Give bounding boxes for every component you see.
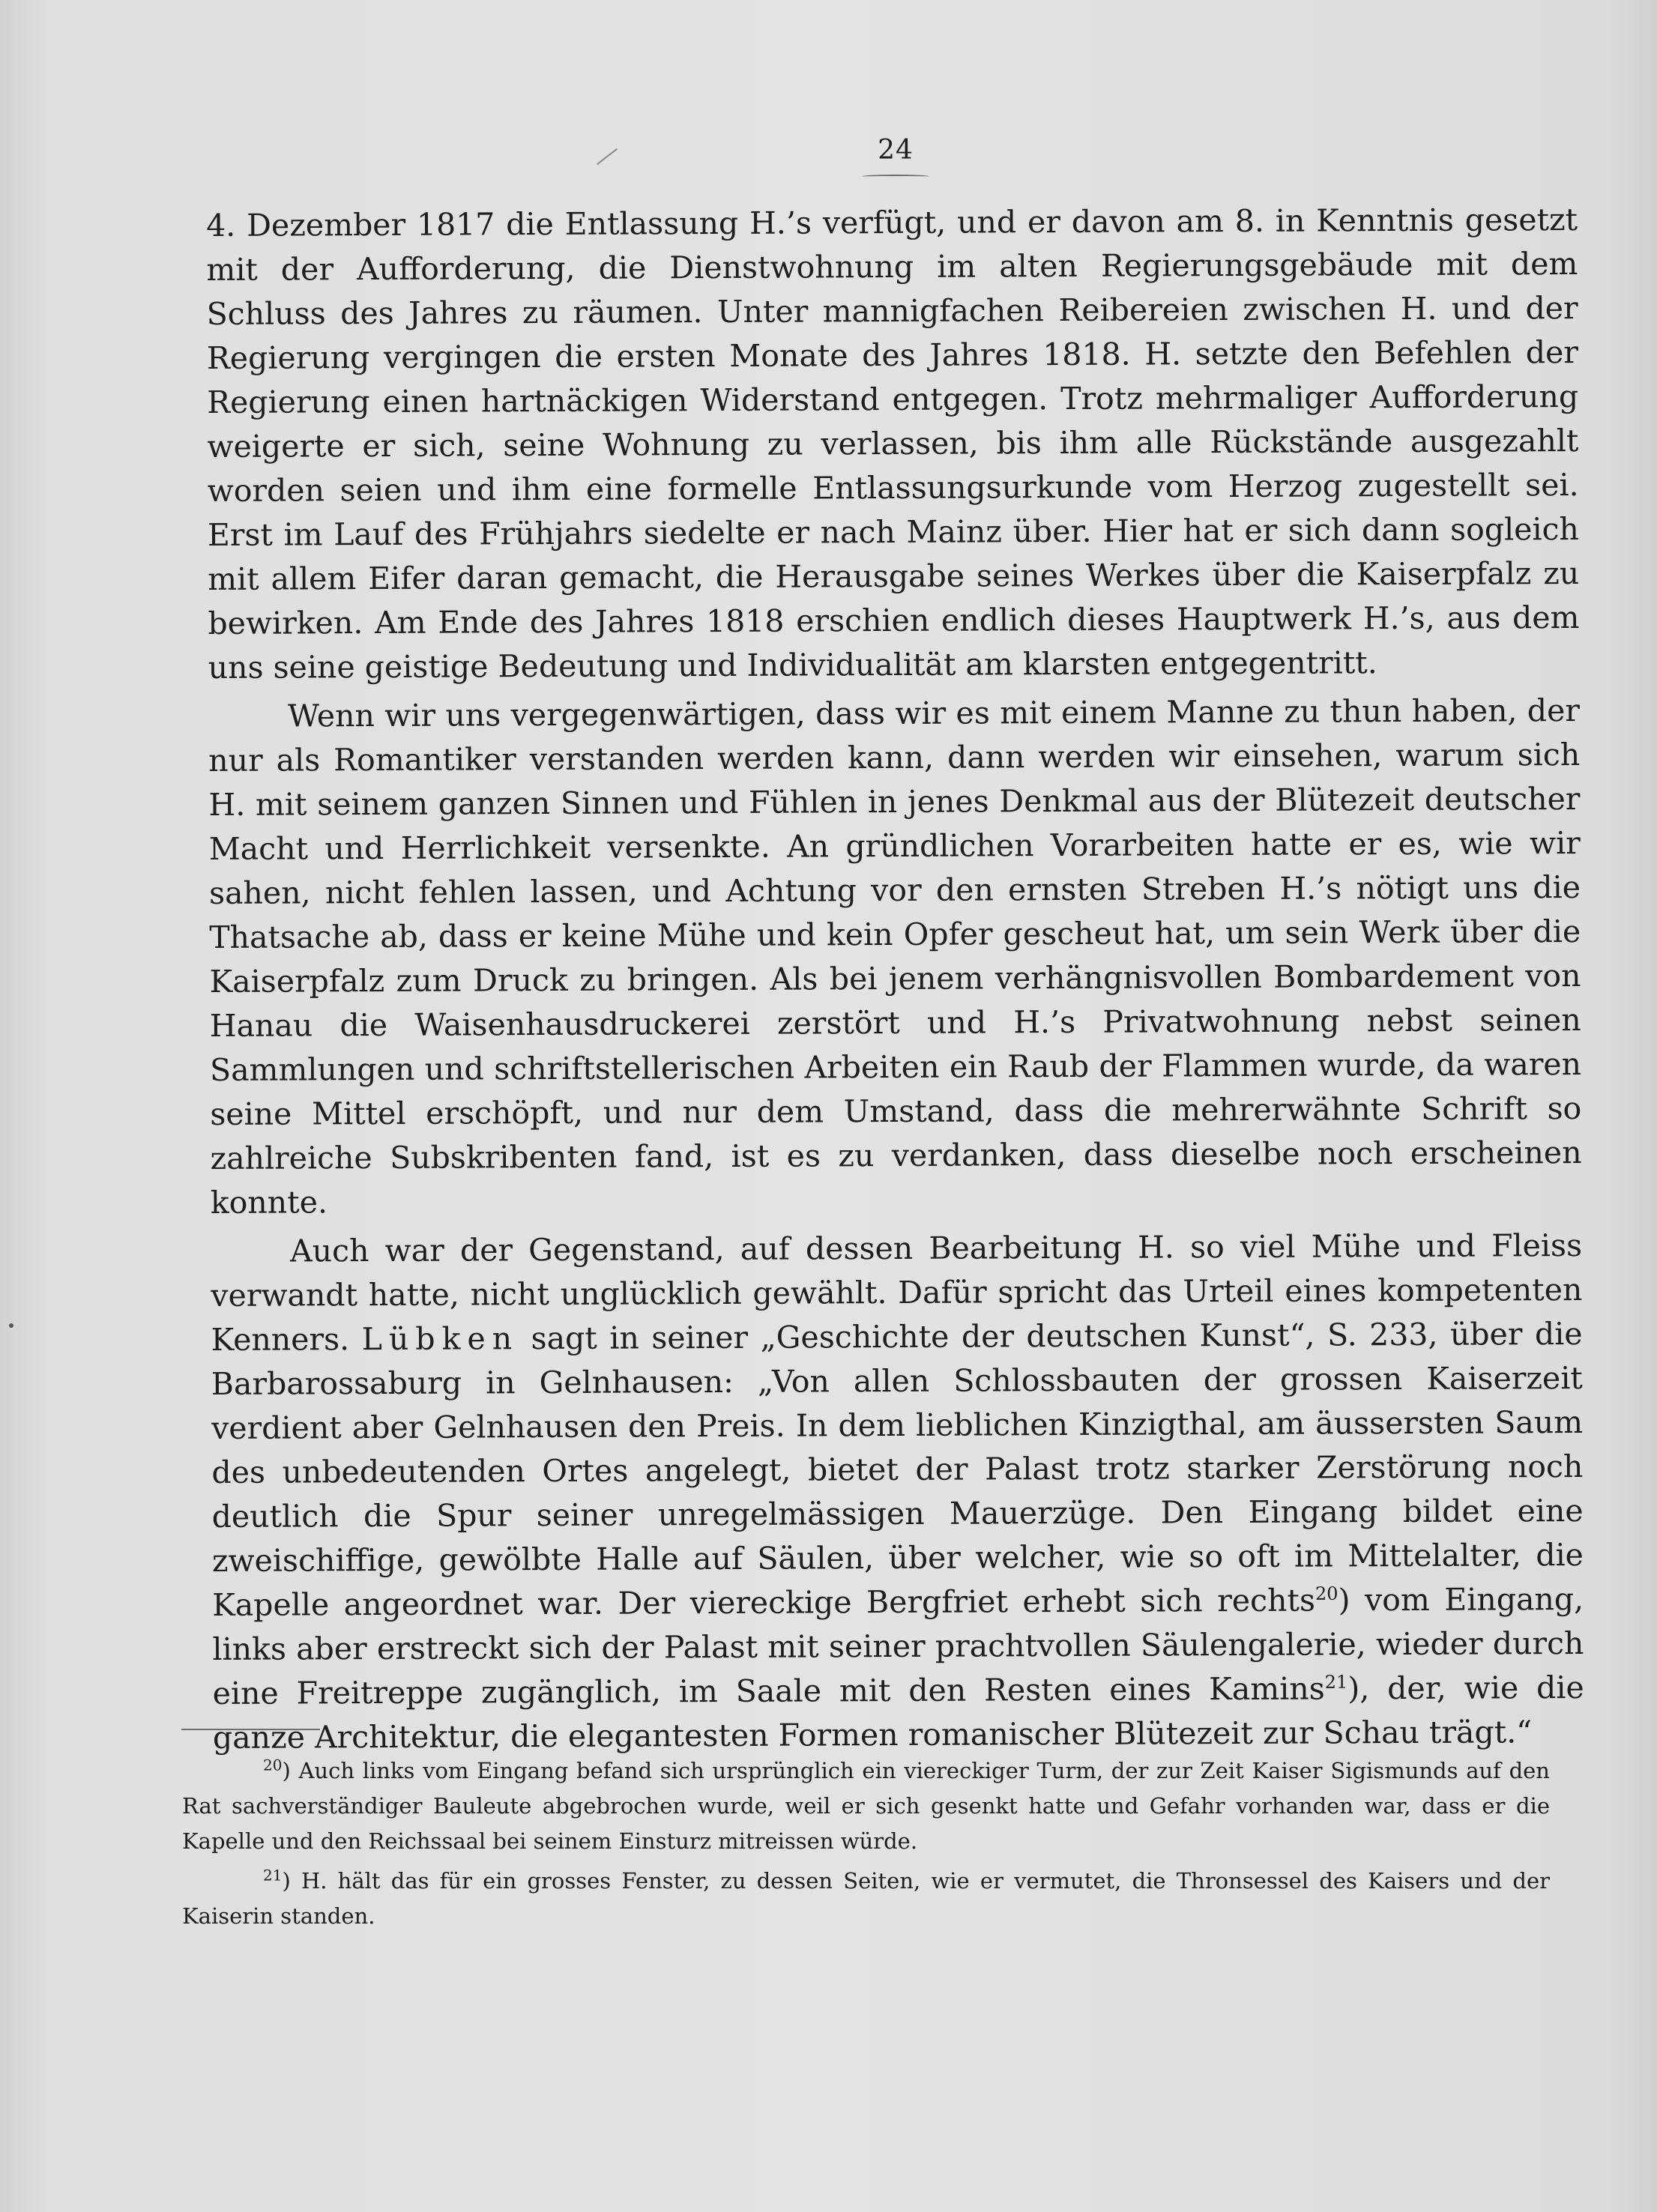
footnote-ref-20: 20 [1315,1583,1338,1604]
page-number: 24 [878,135,914,166]
author-name-luebken: Lübken [361,1320,519,1358]
paragraph-1: 4. Dezember 1817 die Entlassung H.’s verfügt, und er davon am 8. in Kenntnis gesetzt mit der Aufforderung, die Dienstwohnung im alten Regierungsgebäude mit dem Schluss des Jahres zu räumen. Unter mannigfachen Reibereien zwischen H. und der Regierung vergingen die ersten Monate des Jahres 1818. H. setzte den Befehlen der Regierung einen hartnäckigen Widerstand entgegen. Trotz mehrmaliger Aufforderung weigerte er sich, seine Wohnung zu verlassen, bis ihm alle Rückstände ausgezahlt worden seien und ihm eine formelle Entlassungsurkunde vom Herzog zugestellt sei. Erst im Lauf des Frühjahrs siedelte er nach Mainz über. Hier hat er sich dann sogleich mit allem Eifer daran gemacht, die Herausgabe seines Werkes über die Kaiserpfalz zu bewirken. Am Ende des Jahres 1818 erschien endlich dieses Hauptwerk H.’s, aus dem uns seine geistige Bedeutung und Individualität am klarsten entgegentritt. [206,202,1580,686]
body-text [206,198,1584,1765]
paragraph-3-part-a: Auch war der Gegenstand, auf dessen Bearbeitung H. so viel Mühe und Fleiss verwandt hatte, nicht unglücklich gewählt. Dafür spricht das Urteil eines kompetenten Kenners. [211,1227,1583,1358]
footnote-mark: 21 [263,1866,283,1885]
paragraph-3 [211,1224,1584,1760]
paragraph-3-part-c: ) vom Eingang, links aber erstreckt sich der Palast mit seiner prachtvollen Säulengalerie, wieder durch eine Freitreppe zugänglich, im Saale mit den Resten eines Kamins [212,1580,1584,1711]
stray-pen-mark [597,148,618,166]
footnote-text: ) H. hält das für ein grosses Fenster, zu dessen Seiten, wie er vermutet, die Thronsessel des Kaisers und der Kaiserin standen. [182,1868,1550,1929]
footnote-ref-21: 21 [1324,1671,1348,1693]
footnote-20 [182,1753,1550,1859]
paragraph-2: Wenn wir uns vergegenwärtigen, dass wir es mit einem Manne zu thun haben, der nur als Romantiker verstanden werden kann, dann werden wir einsehen, warum sich H. mit seinem ganzen Sinnen und Fühlen in jenes Denkmal aus der Blütezeit deutscher Macht und Herrlichkeit versenkte. An gründlichen Vorarbeiten hatte er es, wie wir sahen, nicht fehlen lassen, und Achtung vor den ernsten Streben H.’s nötigt uns die Thatsache ab, dass er keine Mühe und kein Opfer gescheut hat, um sein Werk über die Kaiserpfalz zum Druck zu bringen. Als bei jenem verhängnisvollen Bombardement von Hanau die Waisenhausdruckerei zerstört und H.’s Privatwohnung nebst seinen Sammlungen und schriftstellerischen Arbeiten ein Raub der Flammen wurde, da waren seine Mittel erschöpft, und nur dem Umstand, dass die mehrerwähnte Schrift so zahlreiche Subskribenten fand, ist es zu verdanken, dass dieselbe noch erscheinen konnte. [208,692,1582,1221]
paragraph-3-part-b: sagt in seiner „Geschichte der deutschen Kunst“, S. 233, über die Barbarossaburg in Gelnhausen: „Von allen Schlossbauten der grossen Kaiserzeit verdient aber Gelnhausen den Preis. In dem lieblichen Kinzigthal, am äussersten Saum des unbedeutenden Ortes angelegt, bietet der Palast trotz starker Zerstörung noch deutlich die Spur seiner unregelmässigen Mauerzüge. Den Eingang bildet eine zweischiffige, gewölbte Halle auf Säulen, über welcher, wie so oft im Mittelalter, die Kapelle angeordnet war. Der viereckige Bergfriet erhebt sich rechts [211,1316,1584,1623]
footnote-mark: 20 [263,1756,283,1774]
footnote-21 [182,1864,1550,1934]
footnote-separator [181,1729,320,1730]
footnote-text: ) Auch links vom Eingang befand sich ursprünglich ein viereckiger Turm, der zur Zeit Kaiser Sigismunds auf den Rat sachverständiger Bauleute abgebrochen wurde, weil er sich gesenkt hatte und Gefahr vorhanden war, dass er die Kapelle und den Reichssaal bei seinem Einsturz mitreissen würde. [182,1758,1550,1854]
paragraph-3-part-d: ), der, wie die ganze Architektur, die elegantesten Formen romanischer Blütezeit zur Schau trägt.“ [212,1669,1584,1756]
footnotes [182,1753,1550,1938]
page-number-ornament [862,175,929,178]
margin-dot [9,1323,13,1328]
